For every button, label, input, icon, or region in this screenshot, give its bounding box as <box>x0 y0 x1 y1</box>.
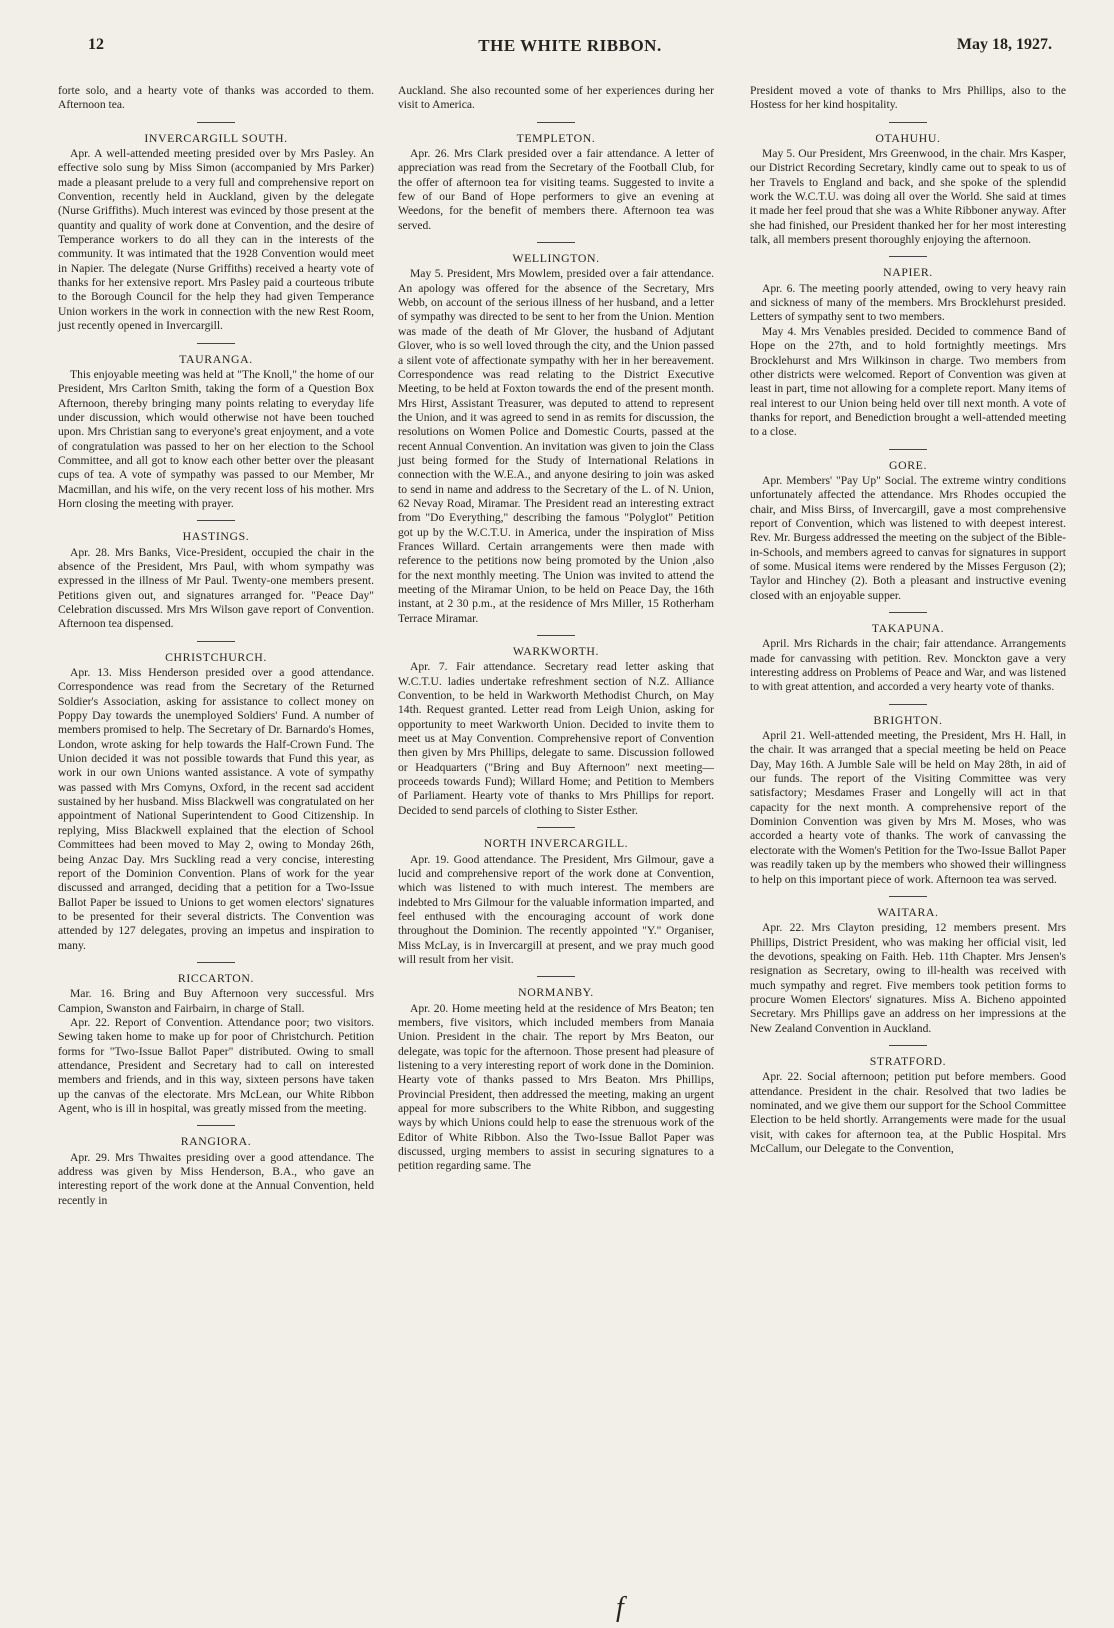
report-section <box>398 836 714 967</box>
footer-mark: f <box>616 1592 624 1623</box>
section-divider <box>537 122 575 123</box>
section-paragraph: Apr. Members' "Pay Up" Social. The extreme wintry conditions unfortunately affected the attendance. Mrs Rhodes occupied the chair, and Miss Birss, of Invercargill, gave a most comprehensive report of Convention, which was listened to with deepest interest. Rev. Mr. Burgess addressed the meeting on the subject of the Bible-in-Schools, and members agreed to canvas for signatures in support of some. Musical items were rendered by the Misses Ferguson (2); Taylor and Hinchey (2). Both a pleasant and instructive evening closed with an enjoyable supper. <box>750 473 1066 602</box>
section-paragraph: Apr. 26. Mrs Clark presided over a fair attendance. A letter of appreciation was read from the Secretary of the Football Club, for the offer of afternoon tea for visiting teams. Suggested to invite a few of our Band of Hope performers to give an evening at Weedons, for the benefit of members there. Afternoon tea was served. <box>398 147 714 232</box>
section-paragraph: Apr. 22. Social afternoon; petition put before members. Good attendance. President in the chair. Resolved that two ladies be nominated, and we give them our support for the School Committee Election to be held shortly. Arrangements were made for the usual visit, with cakes for afternoon tea, at the Public Hospital. Mrs McCallum, our Delegate to the Convention, <box>750 1070 1066 1155</box>
section-divider <box>197 122 235 123</box>
section-heading: WAITARA. <box>877 904 939 919</box>
section-heading: TEMPLETON. <box>516 130 596 145</box>
section-divider <box>889 256 927 257</box>
report-section <box>750 621 1066 695</box>
section-heading: STRATFORD. <box>869 1053 947 1068</box>
section-divider <box>889 122 927 123</box>
report-section <box>750 131 1066 248</box>
section-divider <box>889 896 927 897</box>
section-heading: NAPIER. <box>883 265 933 280</box>
section-heading: HASTINGS. <box>182 529 250 544</box>
section-paragraph: Apr. 6. The meeting poorly attended, owing to very heavy rain and sickness of many of the members. Mrs Brocklehurst presided. Letters of sympathy sent to two members. <box>750 281 1066 324</box>
section-divider <box>197 343 235 344</box>
report-section <box>58 971 374 1116</box>
section-divider <box>889 704 927 705</box>
issue-date: May 18, 1927. <box>956 36 1052 53</box>
page-number: 12 <box>88 36 104 53</box>
section-paragraph: Apr. 20. Home meeting held at the residence of Mrs Beaton; ten members, five visitors, which included members from Manaia Union. President in the chair. The report by Mrs Beaton, our delegate, was topic for the afternoon. Those present had pleasure of listening to a very interesting report of work done in the Dominion. Hearty vote of thanks passed to Mrs Beaton. Mrs Phillips, Provincial President, then addressed the meeting, making an urgent appeal for more subscribers to the White Ribbon, and suggesting ways by which Unions could help to ease the strenuous work of the Editor of White Ribbon. Also the Two-Issue Ballot Paper was discussed, urging members to assist in securing signatures to a petition regarding same. The <box>398 1001 714 1173</box>
section-divider <box>889 612 927 613</box>
section-heading: CHRISTCHURCH. <box>165 649 267 664</box>
section-divider <box>537 976 575 977</box>
report-section <box>58 131 374 334</box>
report-section <box>398 985 714 1173</box>
section-divider <box>889 449 927 450</box>
section-divider <box>889 1045 927 1046</box>
masthead <box>88 36 1052 64</box>
continued-text: President moved a vote of thanks to Mrs Phillips, also to the Hostess for her kind hospitality. <box>750 84 1066 112</box>
section-paragraph: Apr. 7. Fair attendance. Secretary read letter asking that W.C.T.U. ladies undertake refreshment section of N.Z. Alliance Convention, to be held in Warkworth Methodist Church, on May 14th. Request granted. Letter read from Leigh Union, asking for opportunity to meet Warkworth Union. Decided to invite them to meet us at May Convention. Comprehensive report of Convention then given by Mrs Phillips, delegate to same. Discussion followed or Headquarters ("Bring and Buy Afternoon" next meeting—proceeds towards Fund); Willard Home; and Petition to Members of Parliament. Hearty vote of thanks to Mrs Phillips for report. Decided to send parcels of clothing to Sister Esther. <box>398 660 714 817</box>
report-section <box>58 529 374 631</box>
newspaper-title: THE WHITE RIBBON. <box>478 36 662 55</box>
report-section <box>750 265 1066 439</box>
section-divider <box>537 827 575 828</box>
section-heading: INVERCARGILL SOUTH. <box>144 130 288 145</box>
section-heading: NORTH INVERCARGILL. <box>483 836 629 851</box>
section-divider <box>537 242 575 243</box>
section-paragraph: Apr. 19. Good attendance. The President, Mrs Gilmour, gave a lucid and comprehensive report of the work done at Convention, which was listened to with much interest. The members are indebted to Mrs Gilmour for the valuable information imparted, and feel enthused with the encouraging account of work done throughout the Dominion. The recently appointed "Y." Organiser, Miss McLay, is in Invercargill at present, and we pray much good will result from her visit. <box>398 852 714 966</box>
section-heading: OTAHUHU. <box>875 130 941 145</box>
section-divider <box>197 641 235 642</box>
report-section <box>58 352 374 512</box>
report-section <box>398 251 714 626</box>
section-paragraph: This enjoyable meeting was held at "The Knoll," the home of our President, Mrs Carlton Smith, taking the form of a Question Box Afternoon, thereby bringing many points relating to everyday life under discussion, which would otherwise not have been touched upon. Mrs Christian sang to everyone's great enjoyment, and a vote of congratulation was passed to her on her election to the School Committee, and all got to know each other better over the pleasant cups of tea. A vote of sympathy was passed to our Member, Mr Macmillan, and his wife, on the very recent loss of his mother. Mrs Horn closing the meeting with prayer. <box>58 367 374 510</box>
column-3 <box>750 84 1066 1156</box>
report-section <box>750 1054 1066 1156</box>
report-section <box>58 1134 374 1208</box>
section-paragraph: Apr. 28. Mrs Banks, Vice-President, occupied the chair in the absence of the President, Mrs Paul, with whom sympathy was expressed in the illness of Mr Paul. Twenty-one members present. Petitions given out, and signatures arranged for. "Peace Day" Celebration discussed. Mrs Mrs Wilson gave report of Convention. Afternoon tea dispensed. <box>58 545 374 631</box>
section-paragraph: Mar. 16. Bring and Buy Afternoon very successful. Mrs Campion, Swanston and Fairbairn, in charge of Stall. <box>58 987 374 1015</box>
section-paragraph: May 4. Mrs Venables presided. Decided to commence Band of Hope on the 27th, and to hold fortnightly meetings. Mrs Brocklehurst and Mrs Wilkinson in charge. Two members from other districts were welcomed. Report of Convention was given at least in part, time not allowing for a complete report. Many items of real interest to our Union being held over till next month. A vote of thanks for report, and Benediction brought a well-attended meeting to a close. <box>750 324 1066 439</box>
report-section <box>398 131 714 233</box>
section-paragraph: Apr. 22. Report of Convention. Attendance poor; two visitors. Sewing taken home to make up for poor of Christchurch. Petition forms for "Two-Issue Ballot Paper" distributed. Owing to small attendance, President and Secretary had to call on interested members and friends, and in this way, sixteen persons have taken up the canvas of the electorate. Mrs McLean, our White Ribbon Agent, who is ill in hospital, was greatly missed from the meeting. <box>58 1015 374 1115</box>
section-divider <box>197 1125 235 1126</box>
section-heading: TAURANGA. <box>179 351 253 366</box>
section-divider <box>537 635 575 636</box>
section-divider <box>197 520 235 521</box>
section-paragraph: Apr. 29. Mrs Thwaites presiding over a good attendance. The address was given by Miss Henderson, B.A., who gave an interesting report of the work done at the Annual Convention, held recently in <box>58 1150 374 1207</box>
section-paragraph: May 5. Our President, Mrs Greenwood, in the chair. Mrs Kasper, our District Recording Secretary, kindly came out to speak to us of her Travels to England and back, and she spoke of the splendid work the W.C.T.U. was doing all over the World. She said at times it made her feel proud that she was a White Ribboner anyway. After she had finished, our President thanked her for her most interesting talk, all members present thoroughly enjoying the afternoon. <box>750 147 1066 247</box>
report-section <box>750 458 1066 603</box>
continued-text: Auckland. She also recounted some of her experiences during her visit to America. <box>398 84 714 112</box>
section-heading: WARKWORTH. <box>512 644 600 659</box>
section-heading: RANGIORA. <box>180 1134 252 1149</box>
section-paragraph: April 21. Well-attended meeting, the President, Mrs H. Hall, in the chair. It was arranged that a special meeting be held on Peace Day, May 16th. A Jumble Sale will be held on May 28th, in aid of our funds. The report of the Visiting Committee was very satisfactory; Mesdames Fraser and Longelly will act in that capacity for the next month. A comprehensive report of the Dominion Convention was given by Mrs M. Moses, who was accorded a hearty vote of thanks. The work of canvassing the electorate with the Women's Petition for the Two-Issue Ballot Paper was readily taken up by the members who showed their willingness to help on this important piece of work. Afternoon tea was served. <box>750 729 1066 886</box>
column-1 <box>58 84 374 1208</box>
section-paragraph: Apr. 13. Miss Henderson presided over a good attendance. Correspondence was read from the Secretary of the Returned Soldier's Association, asking for assistance to collect money on Poppy Day towards the unemployed Soldiers' Fund. A number of members promised to help. The Secretary of Dr. Barnardo's Homes, London, wrote asking for help towards the Half-Crown Fund. The Union decided it was not possible towards that Fund this year, as work in our own Unions wanted assistance. A vote of sympathy was passed with Mrs Comyns, Oxford, in the recent sad accident sustained by her husband. Miss Blackwell was congratulated on her appointment of National Superintendent to Good Citizenship. In replying, Miss Blackwell explained that the election of School Committees had been moved to May 2, owing to Monday 26th, being Anzac Day. Mrs Suckling read a very concise, interesting report of the Dominion Convention. Plans of work for the year discussed and arranged, deciding that a petition for a Two-Issue Ballot Paper be issued to Unions to get women electors' signatures to be presented for their several districts. The Convention was attended by 127 delegates, proving an impetus and inspiration to many. <box>58 666 374 952</box>
section-paragraph: Apr. A well-attended meeting presided over by Mrs Pasley. An effective solo sung by Miss Simon (accompanied by Mrs Parker) made a pleasant prelude to a very full and comprehensive report on Convention, recently held in Auckland, given by the delegate (Nurse Griffiths). Much interest was evinced by those present at the quantity and quality of work done at Convention, and the desire of Temperance workers to do all they can in the interests of the community. It was intimated that the 1928 Convention would meet in Napier. The delegate (Nurse Griffiths) received a hearty vote of thanks for her extensive report. Mrs Pasley paid a courteous tribute to the Borough Council for the help they had given Temperance Union workers in the work in connection with the new Rest Room, just recently opened in Invercargill. <box>58 147 374 333</box>
section-paragraph: April. Mrs Richards in the chair; fair attendance. Arrangements made for canvassing with petition. Rev. Monckton gave a very interesting address on Problems of Peace and War, and was listened to with great attention, and accorded a very hearty vote of thanks. <box>750 637 1066 694</box>
section-divider <box>197 962 235 963</box>
report-section <box>398 644 714 818</box>
section-heading: GORE. <box>888 457 928 472</box>
continued-text: forte solo, and a hearty vote of thanks was accorded to them. Afternoon tea. <box>58 84 374 112</box>
column-2 <box>398 84 714 1174</box>
report-section <box>750 905 1066 1036</box>
section-heading: NORMANBY. <box>518 985 594 1000</box>
report-section <box>750 713 1066 887</box>
report-section <box>58 650 374 953</box>
section-heading: WELLINGTON. <box>512 251 600 266</box>
section-paragraph: May 5. President, Mrs Mowlem, presided over a fair attendance. An apology was offered for the absence of the Secretary, Mrs Webb, on account of the serious illness of her husband, and a letter of sympathy was directed to be sent to her from the Union. Mention was made of the death of Mr Glover, the husband of Adjutant Glover, who is so well loved through the city, and the Union passed a silent vote of affectionate sympathy with her in her bereavement. Correspondence was read relating to the District Executive Meeting, to be held at Foxton towards the end of the present month. Mrs Hirst, Assistant Treasurer, was deputed to attend to represent the Union, and it was agreed to send in as remits for discussion, the resolutions on Women Police and Domestic Courts, passed at the recent Annual Convention. An invitation was given to join the Class just being formed for the Study of International Relations in connection with the W.E.A., and anyone desiring to join was asked to send in name and address to the Secretary of the L. of N. Union, 62 Nevay Road, Miramar. The President read an interesting extract from "Do Everything," describing the famous "Polyglot" Petition got up by the W.C.T.U. in America, under the inspiration of Miss Frances Willard. Certain arrangements were then made with reference to the petitions now being promoted by the Union ,also for the next monthly meeting. The Union was invited to attend the meeting of the Miramar Union, to be held on Peace Day, the 16th instant, at 2 30 p.m., at the residence of Mrs Miller, 15 Rotherham Terrace Miramar. <box>398 267 714 625</box>
section-heading: TAKAPUNA. <box>871 621 945 635</box>
section-heading: RICCARTON. <box>177 970 255 985</box>
section-heading: BRIGHTON. <box>873 712 943 727</box>
section-paragraph: Apr. 22. Mrs Clayton presiding, 12 members present. Mrs Phillips, District President, who was making her official visit, led the devotions, speaking on Faith. Heb. 11th Chapter. Mrs Jensen's resignation as Secretary, owing to ill-health was received with much sympathy and regret. Five members took petition forms to procure Women Electors' signatures. Miss A. Bicheno appointed Secretary. Mrs Phillips gave an address on her impressions at the New Zealand Convention in Auckland. <box>750 921 1066 1035</box>
